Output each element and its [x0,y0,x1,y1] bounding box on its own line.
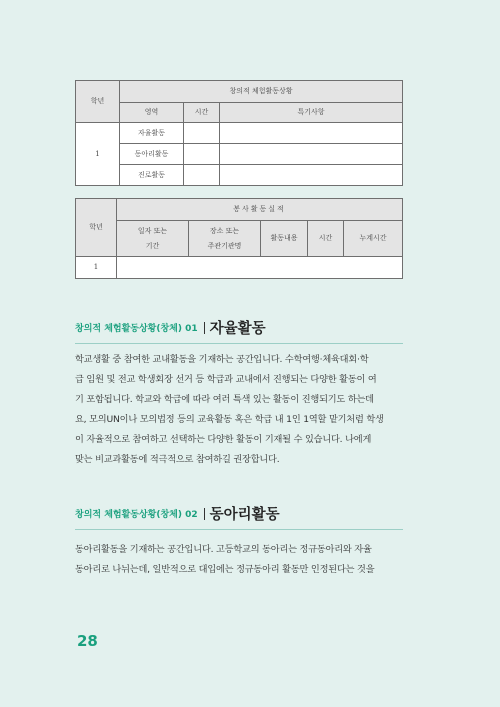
text-line: 맞는 비교과활동에 적극적으로 참여하길 권장합니다. [75,454,280,465]
grade-value: 1 [76,257,117,279]
section-body-club [75,540,405,580]
col-hours: 시간 [308,221,344,257]
section-title: 자율활동 [209,321,266,337]
text-line: 급 임원 및 전교 학생회장 선거 등 학급과 교내에서 진행되는 다양한 활동이 여 [75,374,377,385]
section-heading-autonomous [75,317,403,344]
text-line: 기 포함됩니다. 학교와 학급에 따라 여러 특색 있는 활동이 진행되기도 하는데 [75,394,374,405]
table-cell [220,123,403,144]
table-cell [117,257,403,279]
col-period-line1: 일자 또는 [137,226,168,235]
table-cell [184,165,220,186]
col-content: 활동내용 [261,221,308,257]
grade-value: 1 [76,123,120,186]
col-place [189,221,261,257]
section-label: 창의적 체험활동상황(창체) 01 [75,324,198,334]
row-label: 동아리활동 [120,144,184,165]
table-cell [184,144,220,165]
grade-header: 학년 [76,81,120,123]
text-line: 이 자율적으로 참여하고 선택하는 다양한 활동이 기재될 수 있습니다. 나에게 [75,434,372,445]
section-body-autonomous [75,350,405,470]
col-notes: 특기사항 [220,103,403,123]
col-area: 영역 [120,103,184,123]
col-period [117,221,189,257]
section-label: 창의적 체험활동상황(창체) 02 [75,510,198,520]
divider [204,322,205,334]
col-period-line2: 기간 [145,241,160,250]
text-line: 학교생활 중 참여한 교내활동을 기재하는 공간입니다. 수학여행·체육대회·학 [75,354,369,365]
section-title: 동아리활동 [209,507,280,523]
divider [204,508,205,520]
page-number: 28 [77,632,98,650]
col-place-line1: 장소 또는 [209,226,240,235]
volunteer-activities-table [75,198,403,279]
table-cell [220,165,403,186]
text-line: 동아리로 나뉘는데, 일반적으로 대입에는 정규동아리 활동만 인정된다는 것을 [75,564,375,575]
table-cell [184,123,220,144]
table-title: 창의적 체험활동상황 [120,81,403,103]
grade-header: 학년 [76,199,117,257]
col-hours: 시간 [184,103,220,123]
table-title: 봉사활동실적 [117,199,403,221]
col-place-line2: 주관기관명 [207,241,242,250]
col-total-hours: 누계시간 [344,221,403,257]
row-label: 자율활동 [120,123,184,144]
section-heading-club [75,503,403,530]
text-line: 요, 모의UN이나 모의법정 등의 교육활동 혹은 학급 내 1인 1역할 맡기처럼 학생 [75,414,384,425]
row-label: 진로활동 [120,165,184,186]
text-line: 동아리활동을 기재하는 공간입니다. 고등학교의 동아리는 정규동아리와 자율 [75,544,372,555]
table-cell [220,144,403,165]
creative-activities-table [75,80,403,186]
